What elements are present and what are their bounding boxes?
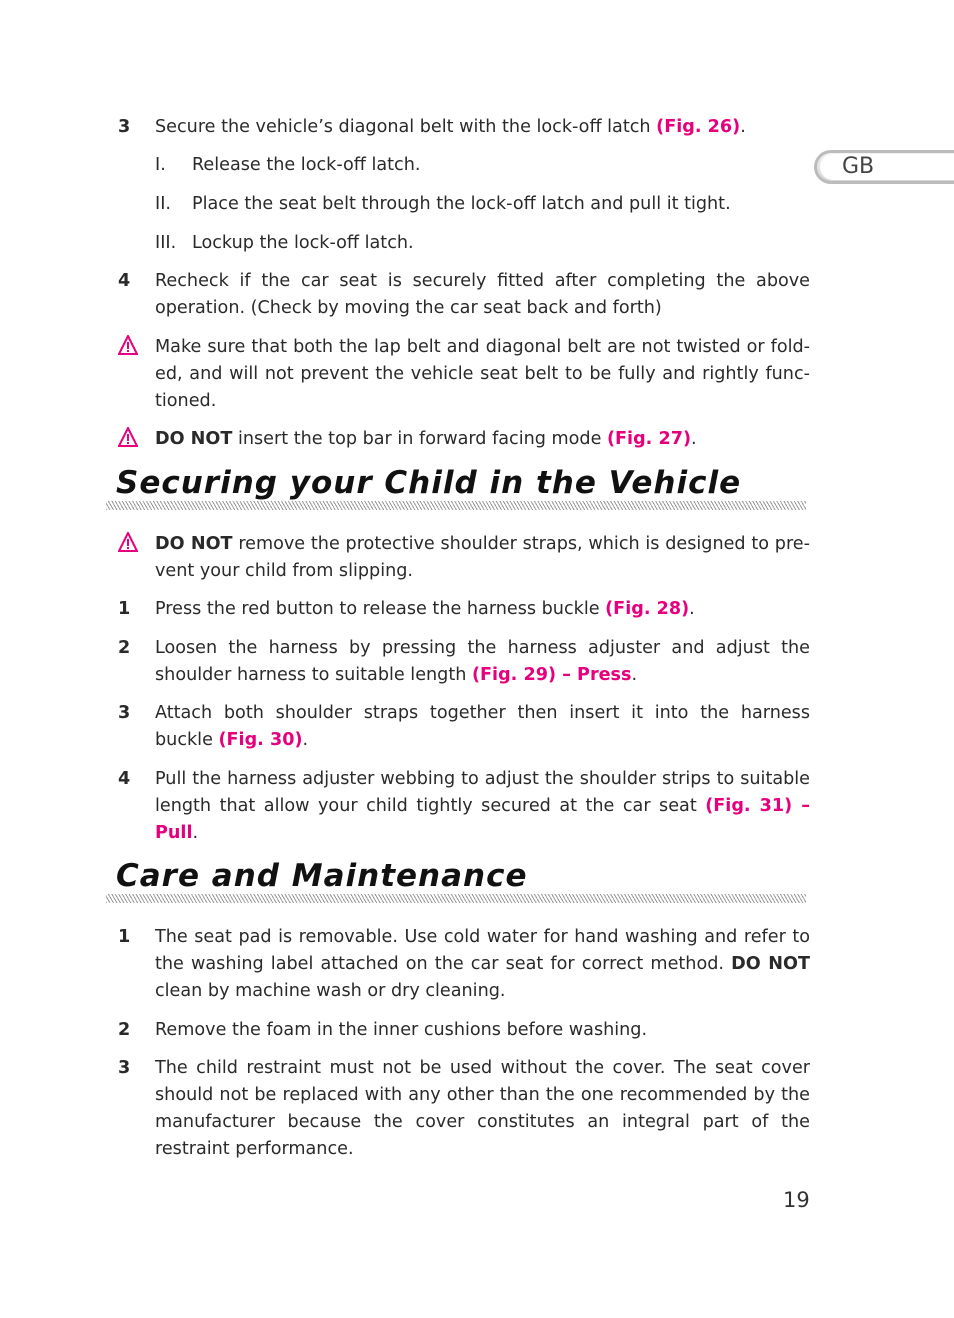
list-item — [118, 635, 810, 689]
figure-reference: (Fig. 31) – Pull — [155, 796, 810, 843]
step-text: Press the red button to release the harness buckle (Fig. 28). — [155, 599, 695, 619]
step-text: Attach both shoulder straps together then insert it into the harness buckle (Fig. 30). — [155, 703, 810, 750]
figure-reference: (Fig. 30) — [218, 730, 303, 750]
step-number: 1 — [118, 599, 131, 619]
step-number: 2 — [118, 638, 131, 658]
list-item — [118, 596, 810, 623]
language-tab — [814, 150, 954, 184]
step-number: 1 — [118, 927, 131, 947]
step-number: 3 — [118, 1058, 131, 1078]
figure-reference: (Fig. 28) — [605, 599, 690, 619]
warning-triangle-icon — [118, 427, 138, 447]
warning-text: Make sure that both the lap belt and diagonal belt are not twisted or folded, and will not prevent the vehicle seat belt to be fully and rightly functioned. — [155, 337, 810, 411]
step-number: 3 — [118, 703, 131, 723]
heading-rule — [106, 501, 806, 510]
step-text: Remove the foam in the inner cushions before washing. — [155, 1020, 648, 1040]
warning-triangle-icon — [118, 532, 138, 552]
step-number: 2 — [118, 1020, 131, 1040]
step-text: Recheck if the car seat is securely fitted after completing the above operation. (Check by moving the car seat back and forth) — [155, 271, 810, 318]
list-item — [118, 1017, 810, 1044]
warning-note — [118, 426, 810, 453]
step-number: 4 — [118, 271, 131, 291]
page-number: 19 — [783, 1188, 810, 1212]
list-item — [118, 766, 810, 847]
figure-reference: (Fig. 26) — [656, 117, 741, 137]
warning-note — [118, 334, 810, 415]
section-heading: Securing your Child in the Vehicle — [116, 465, 742, 501]
warning-triangle-icon — [118, 335, 138, 355]
step-text: Loosen the harness by pressing the harness adjuster and adjust the shoulder harness to suitable length (Fig. 29) – Press. — [155, 638, 810, 685]
step-text: Pull the harness adjuster webbing to adjust the shoulder strips to suitable length that allow your child tightly secured at the car seat (Fig. 31) – Pull. — [155, 769, 810, 843]
list-item — [118, 114, 810, 141]
warning-note — [118, 531, 810, 585]
warning-text: DO NOT insert the top bar in forward facing mode (Fig. 27). — [155, 429, 697, 449]
language-tab-label: GB — [820, 154, 954, 180]
list-item — [118, 700, 810, 754]
list-item — [118, 924, 810, 1005]
step-text: The seat pad is removable. Use cold water for hand washing and refer to the washing label attached on the car seat for correct method. DO NOT clean by machine wash or dry cleaning. — [155, 927, 810, 1001]
figure-reference: (Fig. 27) — [607, 429, 692, 449]
warning-text: DO NOT remove the protective shoulder straps, which is designed to prevent your child from slipping. — [155, 534, 810, 581]
heading-rule — [106, 894, 806, 903]
list-item — [118, 1055, 810, 1163]
step-text: Secure the vehicle’s diagonal belt with the lock-off latch (Fig. 26). — [155, 117, 746, 137]
sub-item: II. Place the seat belt through the lock-off latch and pull it tight. — [155, 194, 731, 214]
sub-item: III. Lockup the lock-off latch. — [155, 233, 414, 253]
step-number: 3 — [118, 117, 131, 137]
figure-reference: (Fig. 29) – Press — [471, 665, 632, 685]
step-text: The child restraint must not be used without the cover. The seat cover should not be replaced with any other than the one recommended by the manufacturer because the cover constitutes an integral part of the restraint performance. — [155, 1058, 810, 1159]
section-heading: Care and Maintenance — [116, 858, 528, 894]
list-item — [118, 268, 810, 322]
sub-item: I. Release the lock-off latch. — [155, 155, 421, 175]
step-number: 4 — [118, 769, 131, 789]
